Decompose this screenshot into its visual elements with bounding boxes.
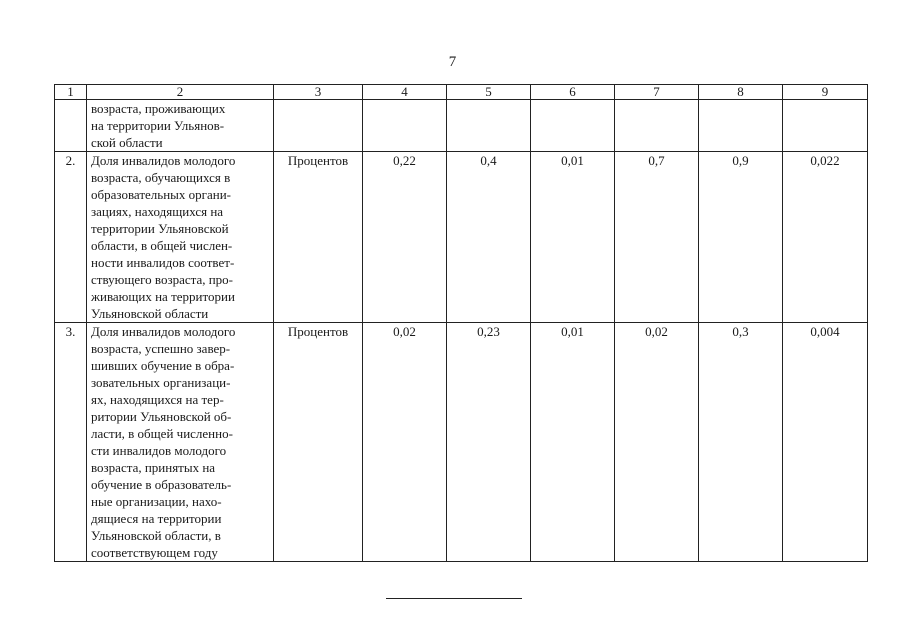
indicator-name-line: Ульяновской области, в — [91, 528, 221, 543]
value-cell — [531, 100, 615, 152]
value-cell: 0,7 — [615, 152, 699, 323]
indicator-name-line: живающих на территории — [91, 289, 235, 304]
indicator-name-line: ях, находящихся на тер- — [91, 392, 224, 407]
unit-cell — [274, 100, 363, 152]
value-cell: 0,01 — [531, 323, 615, 562]
unit-cell: Процентов — [274, 152, 363, 323]
column-number-header: 2 — [87, 85, 274, 100]
indicator-name-line: зациях, находящихся на — [91, 204, 224, 219]
table-row — [55, 323, 868, 562]
value-cell: 0,22 — [363, 152, 447, 323]
value-cell — [783, 100, 868, 152]
indicator-name-line: ности инвалидов соответ- — [91, 255, 235, 270]
indicator-name-line: возраста, обучающихся в — [91, 170, 231, 185]
table-row — [55, 152, 868, 323]
row-number-cell: 3. — [55, 323, 87, 562]
indicator-name-line: зовательных организаци- — [91, 375, 231, 390]
column-number-header: 7 — [615, 85, 699, 100]
indicator-name-line: обучение в образователь- — [91, 477, 232, 492]
column-number-header: 1 — [55, 85, 87, 100]
value-cell: 0,3 — [699, 323, 783, 562]
column-number-header: 3 — [274, 85, 363, 100]
value-cell: 0,02 — [363, 323, 447, 562]
page-number: 7 — [448, 54, 457, 70]
value-cell: 0,01 — [531, 152, 615, 323]
unit-cell: Процентов — [274, 323, 363, 562]
indicator-name-line: Доля инвалидов молодого — [91, 153, 236, 168]
column-number-header: 9 — [783, 85, 868, 100]
column-number-header: 5 — [447, 85, 531, 100]
value-cell: 0,022 — [783, 152, 868, 323]
table-row — [55, 100, 868, 152]
row-number-cell — [55, 100, 87, 152]
value-cell: 0,02 — [615, 323, 699, 562]
indicator-name-line: возраста, проживающих — [91, 101, 226, 116]
indicators-table — [54, 84, 868, 562]
indicator-name-cell — [87, 323, 274, 562]
indicator-name-cell — [87, 152, 274, 323]
indicator-name-line: территории Ульяновской — [91, 221, 229, 236]
indicator-name-line: ритории Ульяновской об- — [91, 409, 232, 424]
indicator-name-line: соответствующем году — [91, 545, 218, 560]
indicator-name-line: ствующего возраста, про- — [91, 272, 234, 287]
indicator-name-line: Доля инвалидов молодого — [91, 324, 236, 339]
footer-divider — [386, 598, 522, 599]
value-cell — [363, 100, 447, 152]
value-cell — [699, 100, 783, 152]
row-number-cell: 2. — [55, 152, 87, 323]
indicator-name-line: Ульяновской области — [91, 306, 209, 321]
indicator-name-line: образовательных органи- — [91, 187, 231, 202]
indicator-name-line: шивших обучение в обра- — [91, 358, 235, 373]
indicator-name-line: ные организации, нахо- — [91, 494, 222, 509]
column-number-header: 8 — [699, 85, 783, 100]
indicator-name-line: ской области — [91, 135, 163, 150]
indicator-name-line: ласти, в общей численно- — [91, 426, 233, 441]
value-cell: 0,9 — [699, 152, 783, 323]
indicator-name-line: на территории Ульянов- — [91, 118, 225, 133]
indicator-name-line: возраста, принятых на — [91, 460, 216, 475]
column-number-header: 4 — [363, 85, 447, 100]
indicator-name-line: сти инвалидов молодого — [91, 443, 227, 458]
indicator-name-line: дящиеся на территории — [91, 511, 222, 526]
value-cell — [615, 100, 699, 152]
table-header-row — [55, 85, 868, 100]
value-cell: 0,23 — [447, 323, 531, 562]
indicator-name-cell — [87, 100, 274, 152]
indicator-name-line: области, в общей числен- — [91, 238, 233, 253]
value-cell: 0,004 — [783, 323, 868, 562]
indicator-name-line: возраста, успешно завер- — [91, 341, 231, 356]
value-cell — [447, 100, 531, 152]
column-number-header: 6 — [531, 85, 615, 100]
value-cell: 0,4 — [447, 152, 531, 323]
